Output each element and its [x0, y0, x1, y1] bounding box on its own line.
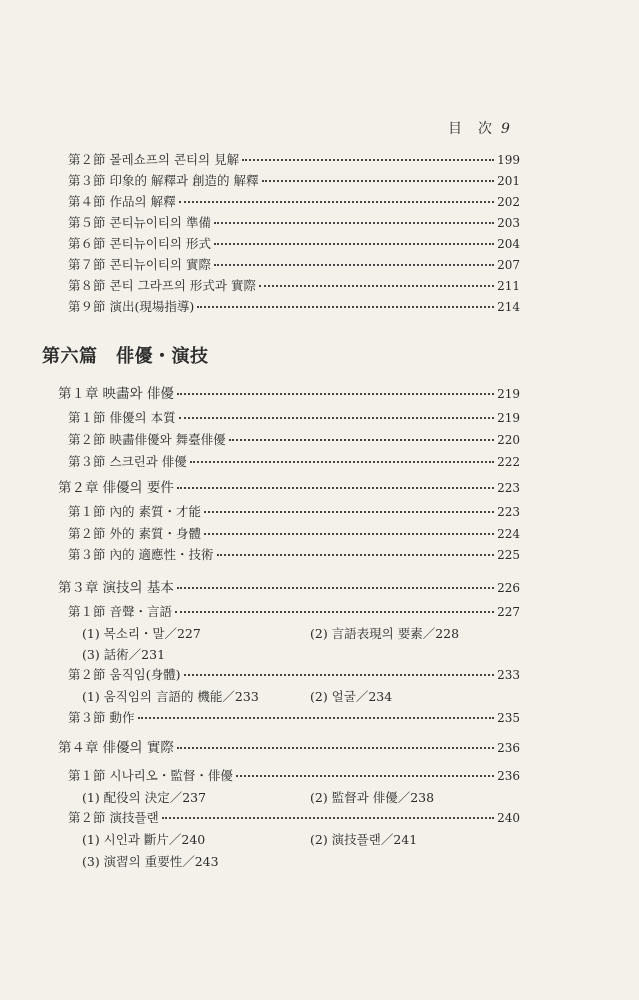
leader-dots	[229, 427, 495, 441]
leader-dots	[184, 662, 495, 676]
leader-dots	[177, 575, 494, 589]
entry-number: 第３節	[68, 454, 106, 469]
entry-page: 202	[497, 195, 520, 209]
entry-page: 203	[497, 216, 520, 230]
entry-title: 演出(現場指導)	[109, 299, 195, 314]
leader-dots	[214, 252, 494, 266]
entry-number: 第２節	[68, 667, 106, 682]
toc-entry	[68, 430, 520, 448]
entry-page: 199	[497, 153, 520, 167]
leader-dots	[175, 599, 494, 613]
subsection-item: (2) 言語表現의 要素／228	[310, 626, 460, 641]
leader-dots	[236, 763, 494, 777]
leader-dots	[217, 542, 495, 556]
entry-title: 움직임(身體)	[109, 667, 181, 682]
toc-entry	[68, 213, 520, 231]
entry-page: 219	[497, 411, 520, 425]
toc-entry	[68, 171, 520, 189]
entry-title: 콘티뉴이티의 實際	[109, 257, 211, 272]
entry-number: 第１節	[68, 410, 106, 425]
toc-entry	[68, 452, 520, 470]
entry-title: 콘티뉴이티의 準備	[109, 215, 211, 230]
entry-page: 233	[497, 668, 520, 682]
leader-dots	[138, 705, 495, 719]
entry-title: 動作	[109, 710, 135, 725]
entry-number: 第３節	[68, 547, 106, 562]
toc-entry	[68, 766, 520, 784]
leader-dots	[177, 475, 494, 489]
entry-title: 俳優의 實際	[102, 740, 174, 756]
entry-page: 204	[497, 237, 520, 251]
subsection-item: (3) 話術／231	[82, 647, 166, 662]
entry-page: 236	[497, 741, 520, 755]
entry-title: 內的 素質・才能	[109, 504, 201, 519]
entry-page: 235	[497, 711, 520, 725]
subsection-item: (1) 시인과 斷片／240	[82, 832, 206, 847]
entry-title: 콘티 그라프의 形式과 實際	[109, 278, 256, 293]
toc-entry	[68, 192, 520, 210]
entry-page: 225	[497, 548, 520, 562]
page-header	[448, 118, 511, 138]
entry-title: 作品의 解釋	[109, 194, 176, 209]
chapter-entry	[58, 476, 520, 496]
toc-entry	[68, 297, 520, 315]
entry-number: 第２節	[68, 432, 106, 447]
toc-entry	[68, 524, 520, 542]
entry-number: 第５節	[68, 215, 106, 230]
entry-title: 스크린과 俳優	[109, 454, 187, 469]
entry-number: 第３節	[68, 173, 106, 188]
entry-page: 240	[497, 811, 520, 825]
entry-page: 223	[497, 481, 520, 495]
subsection-item: (1) 配役의 決定／237	[82, 790, 207, 805]
entry-page: 222	[497, 455, 520, 469]
leader-dots	[204, 499, 494, 513]
entry-title: 映畵俳優와 舞臺俳優	[109, 432, 226, 447]
chapter-entry	[58, 576, 520, 596]
page-number: 9	[501, 121, 511, 137]
entry-number: 第２章	[58, 480, 99, 496]
entry-page: 220	[497, 433, 520, 447]
entry-number: 第２節	[68, 526, 106, 541]
toc-entry	[68, 545, 520, 563]
entry-number: 第１節	[68, 768, 106, 783]
entry-title: 몰레쇼프의 콘티의 見解	[109, 152, 240, 167]
entry-number: 第８節	[68, 278, 106, 293]
leader-dots	[262, 168, 495, 182]
leader-dots	[242, 147, 494, 161]
entry-title: 內的 適應性・技術	[109, 547, 214, 562]
entry-page: 226	[497, 581, 520, 595]
toc-entry	[68, 708, 520, 726]
leader-dots	[179, 189, 495, 203]
toc-entry	[68, 255, 520, 273]
subsection-item: (1) 움직임의 言語的 機能／233	[82, 689, 259, 704]
entry-page: 224	[497, 527, 520, 541]
entry-page: 214	[497, 300, 520, 314]
entry-number: 第１節	[68, 604, 106, 619]
toc-entry	[68, 408, 520, 426]
entry-number: 第２節	[68, 152, 106, 167]
entry-title: 俳優의 本質	[109, 410, 176, 425]
entry-number: 第３節	[68, 710, 106, 725]
toc-entry	[68, 665, 520, 683]
leader-dots	[204, 521, 494, 535]
entry-title: 外的 素質・身體	[109, 526, 201, 541]
subsection-item: (2) 얼굴／234	[310, 689, 393, 704]
entry-page: 201	[497, 174, 520, 188]
entry-title: 俳優의 要件	[102, 480, 174, 496]
entry-page: 227	[497, 605, 520, 619]
entry-page: 207	[497, 258, 520, 272]
leader-dots	[214, 231, 494, 245]
leader-dots	[259, 273, 494, 287]
entry-title: 演技의 基本	[102, 580, 174, 596]
entry-number: 第３章	[58, 580, 99, 596]
leader-dots	[197, 294, 494, 308]
toc-entry	[68, 602, 520, 620]
entry-number: 第７節	[68, 257, 106, 272]
subsection-item: (1) 목소리・말／227	[82, 626, 201, 641]
entry-number: 第１章	[58, 386, 99, 402]
entry-number: 第２節	[68, 810, 106, 825]
entry-page: 236	[497, 769, 520, 783]
chapter-entry	[58, 736, 520, 756]
chapter-entry	[58, 382, 520, 402]
part-heading: 第六篇 俳優・演技	[42, 346, 209, 367]
entry-title: 콘티뉴이티의 形式	[109, 236, 211, 251]
entry-number: 第９節	[68, 299, 106, 314]
leader-dots	[162, 805, 494, 819]
entry-page: 223	[497, 505, 520, 519]
entry-title: 시나리오・監督・俳優	[109, 768, 233, 783]
leader-dots	[177, 735, 494, 749]
leader-dots	[190, 449, 494, 463]
leader-dots	[214, 210, 494, 224]
entry-number: 第４章	[58, 740, 99, 756]
subsection-item: (2) 演技플랜／241	[310, 832, 418, 847]
entry-number: 第４節	[68, 194, 106, 209]
entry-page: 211	[497, 279, 520, 293]
toc-entry	[68, 276, 520, 294]
entry-number: 第１節	[68, 504, 106, 519]
toc-entry	[68, 150, 520, 168]
subsection-item: (2) 監督과 俳優／238	[310, 790, 435, 805]
leader-dots	[179, 405, 495, 419]
toc-entry	[68, 234, 520, 252]
entry-title: 演技플랜	[109, 810, 159, 825]
header-label: 目 次	[448, 121, 493, 137]
entry-title: 映畵와 俳優	[102, 386, 174, 402]
entry-title: 音聲・言語	[109, 604, 173, 619]
entry-title: 印象的 解釋과 創造的 解釋	[109, 173, 259, 188]
toc-entry	[68, 808, 520, 826]
leader-dots	[177, 381, 494, 395]
entry-page: 219	[497, 387, 520, 401]
subsection-item: (3) 演習의 重要性／243	[82, 854, 219, 869]
entry-number: 第６節	[68, 236, 106, 251]
toc-entry	[68, 502, 520, 520]
